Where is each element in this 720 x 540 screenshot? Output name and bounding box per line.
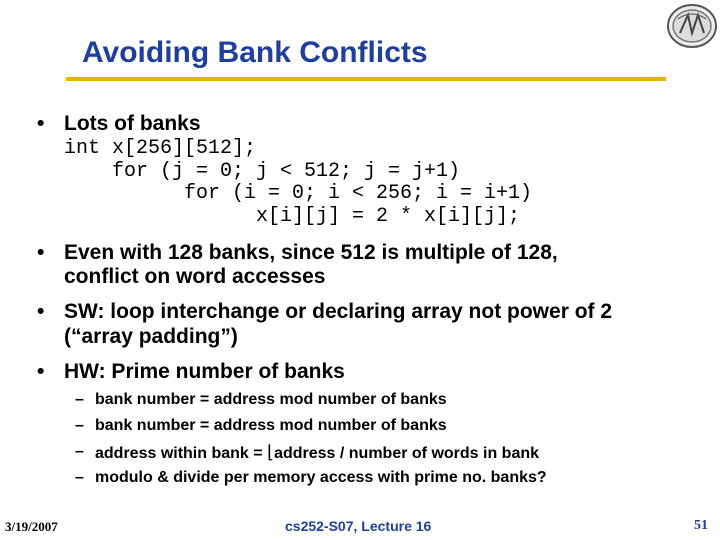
university-seal-icon: [666, 3, 718, 49]
bullet-text: conflict on word accesses: [64, 265, 326, 288]
sub-bullet-text: modulo & divide per memory access with prime no. banks?: [95, 469, 547, 486]
bullet-marker: •: [37, 241, 45, 264]
dash-marker: –: [75, 391, 84, 408]
dash-marker: –: [75, 443, 84, 460]
floor-symbol: ⌊: [267, 442, 275, 462]
bullet-text: Lots of banks: [64, 112, 201, 135]
code-line-1: int x[256][512];: [64, 137, 257, 160]
bullet-marker: •: [37, 112, 45, 135]
title-underline: [66, 77, 666, 81]
bullet-text: HW: Prime number of banks: [64, 360, 345, 383]
code-line-4: x[i][j] = 2 * x[i][j];: [256, 205, 521, 228]
footer-lecture: cs252-S07, Lecture 16: [285, 518, 432, 534]
code-line-2: for (j = 0; j < 512; j = j+1): [112, 160, 461, 183]
bullet-text: SW: loop interchange or declaring array not power of 2: [64, 300, 613, 323]
code-line-3: for (i = 0; i < 256; i = i+1): [184, 182, 533, 205]
sub-bullet-text-cont: address / number of words in bank: [274, 445, 540, 462]
bullet-marker: •: [37, 360, 45, 383]
sub-bullet-text: bank number = address mod number of banks: [95, 417, 447, 434]
bullet-text: Even with 128 banks, since 512 is multiple of 128,: [64, 241, 558, 264]
dash-marker: –: [75, 469, 84, 486]
bullet-marker: •: [37, 300, 45, 323]
footer-page-number: 51: [694, 518, 708, 533]
sub-bullet-text: address within bank =: [95, 445, 268, 462]
sub-bullet-text: bank number = address mod number of banks: [95, 391, 447, 408]
dash-marker: –: [75, 417, 84, 434]
bullet-text: (“array padding”): [64, 325, 238, 348]
slide-title: Avoiding Bank Conflicts: [82, 36, 428, 69]
sub-bullet-text-group: [95, 442, 539, 464]
footer-date: 3/19/2007: [5, 519, 58, 534]
